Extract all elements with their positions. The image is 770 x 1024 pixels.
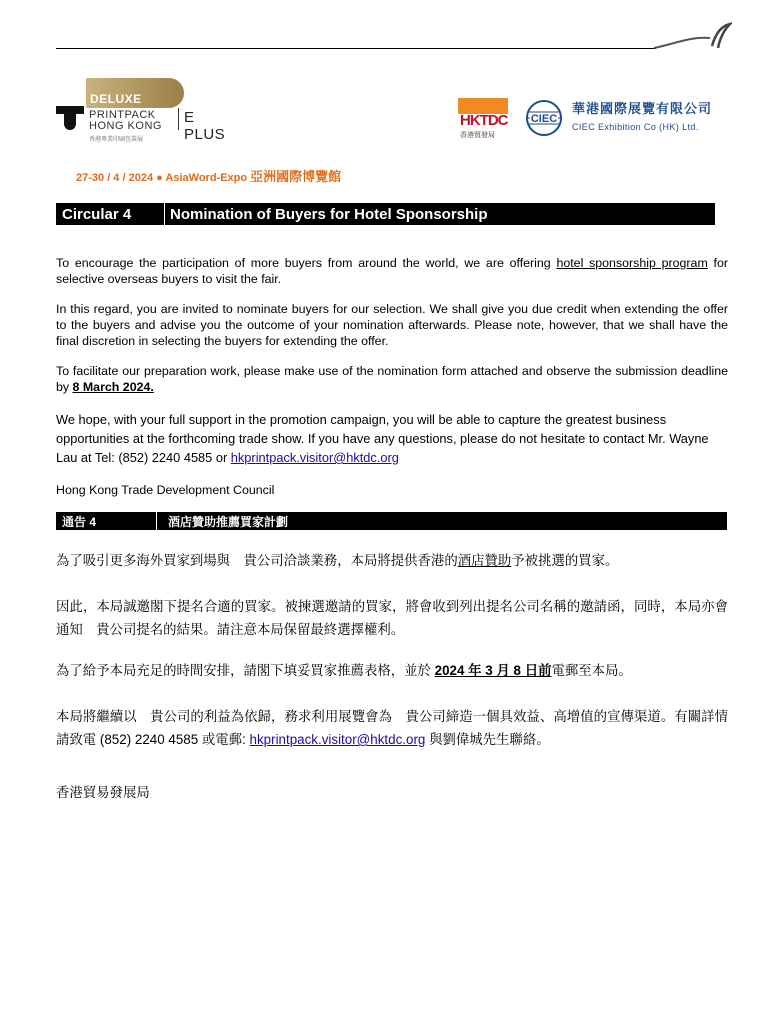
hktdc-name: HKTDC [460,112,508,129]
header-rule [56,48,656,49]
banner-divider-cn [156,512,157,530]
english-paragraph-3 [56,363,728,395]
deadline-date: 8 March 2024. [72,380,154,394]
ciec-en-name: CIEC Exhibition Co (HK) Ltd. [572,122,699,132]
logo-cn-text: 香港專業印刷包裝展 [89,137,144,143]
svg-text:CIEC: CIEC [530,113,558,125]
event-venue-cn: 亞洲國際博覽館 [250,169,342,184]
eplus-logo: E PLUS [184,109,226,143]
chinese-signature: 香港貿易發展局 [56,785,150,800]
chinese-paragraph-1 [56,549,728,572]
cn-p3-text-b: 電郵至本局。 [551,663,632,678]
cn-p1-text-b: 予被挑選的買家。 [511,553,619,568]
banner-divider [164,203,165,225]
event-date: 27-30 / 4 / 2024 ● AsiaWord-Expo [76,172,248,184]
deluxe-printpack-logo [56,78,226,144]
circular-banner [56,203,715,225]
hktdc-logo [458,98,510,140]
p4-text: We hope, with your full support in the promotion campaign, you will be able to capture the greatest business opportunities at the forthcoming trade show. If you have any questions, please do not hesitate to contact Mr. Wayne Lau at Tel: (852) 2240 4585 or [56,412,709,465]
english-paragraph-2: In this regard, you are invited to nominate buyers for our selection. We shall give you due credit when extending the offer to the buyers and advise you the outcome of your nomination afterwards. Please note, however, that we shall have the final discretion in selecting the buyers for extending the offer. [56,302,728,348]
hktdc-cn: 香港貿發局 [460,132,495,139]
swoosh-logo-icon [652,22,732,62]
printpack-text: PRINTPACK [89,109,156,121]
contact-email-link-cn[interactable]: hkprintpack.visitor@hktdc.org [249,732,426,747]
p1-text-b: for selective overseas buyers to visit the fair. [56,256,728,286]
circular-banner-cn [56,512,727,530]
cn-p4-text-b: 與劉偉城先生聯絡。 [425,732,550,747]
p3-text: To facilitate our preparation work, please make use of the nomination form attached and observe the submission deadline by [56,364,728,394]
chinese-paragraph-4 [56,705,728,751]
cn-p3-text-a: 為了給予本局充足的時間安排，請閣下填妥買家推薦表格，並於 [56,663,435,678]
circular-title: Nomination of Buyers for Hotel Sponsorship [170,206,488,223]
t-logo-stem [64,112,76,130]
ciec-cn-name: 華港國際展覽有限公司 [572,101,713,116]
ciec-globe-icon [524,98,564,138]
circular-title-cn: 酒店贊助推薦買家計劃 [168,515,289,529]
cn-p1-text-a: 為了吸引更多海外買家到場與 貴公司洽談業務，本局將提供香港的 [56,553,458,568]
hotel-sponsorship-cn: 酒店贊助 [457,553,512,568]
cn-p4-text-a: 本局將繼續以 貴公司的利益為依歸，務求利用展覽會為 貴公司締造一個具效益、高增值的宣傳渠道。有關詳情請致電 (852) 2240 4585 或電郵: [56,709,728,747]
event-date-venue [76,166,341,185]
chinese-paragraph-2: 因此，本局誠邀閣下提名合適的買家。被揀選邀請的買家，將會收到列出提名公司名稱的邀請函，同時，本局亦會通知 貴公司提名的結果。請注意本局保留最終選擇權利。 [56,599,728,637]
chinese-paragraph-3 [56,659,728,682]
hongkong-text: HONG KONG [89,120,162,132]
english-paragraph-4 [56,410,728,467]
logo-divider [178,108,179,130]
english-paragraph-1 [56,255,728,287]
deadline-date-cn: 2024 年 3 月 8 日前 [434,663,552,678]
hotel-sponsorship-program: hotel sponsorship program [556,256,708,270]
contact-email-link[interactable]: hkprintpack.visitor@hktdc.org [230,450,399,465]
circular-label-cn: 通告 4 [62,515,97,529]
p1-text-a: To encourage the participation of more buyers from around the world, we are offering [56,256,557,270]
english-signature: Hong Kong Trade Development Council [56,483,275,497]
deluxe-text: DELUXE [90,92,142,106]
circular-label: Circular 4 [62,206,132,223]
